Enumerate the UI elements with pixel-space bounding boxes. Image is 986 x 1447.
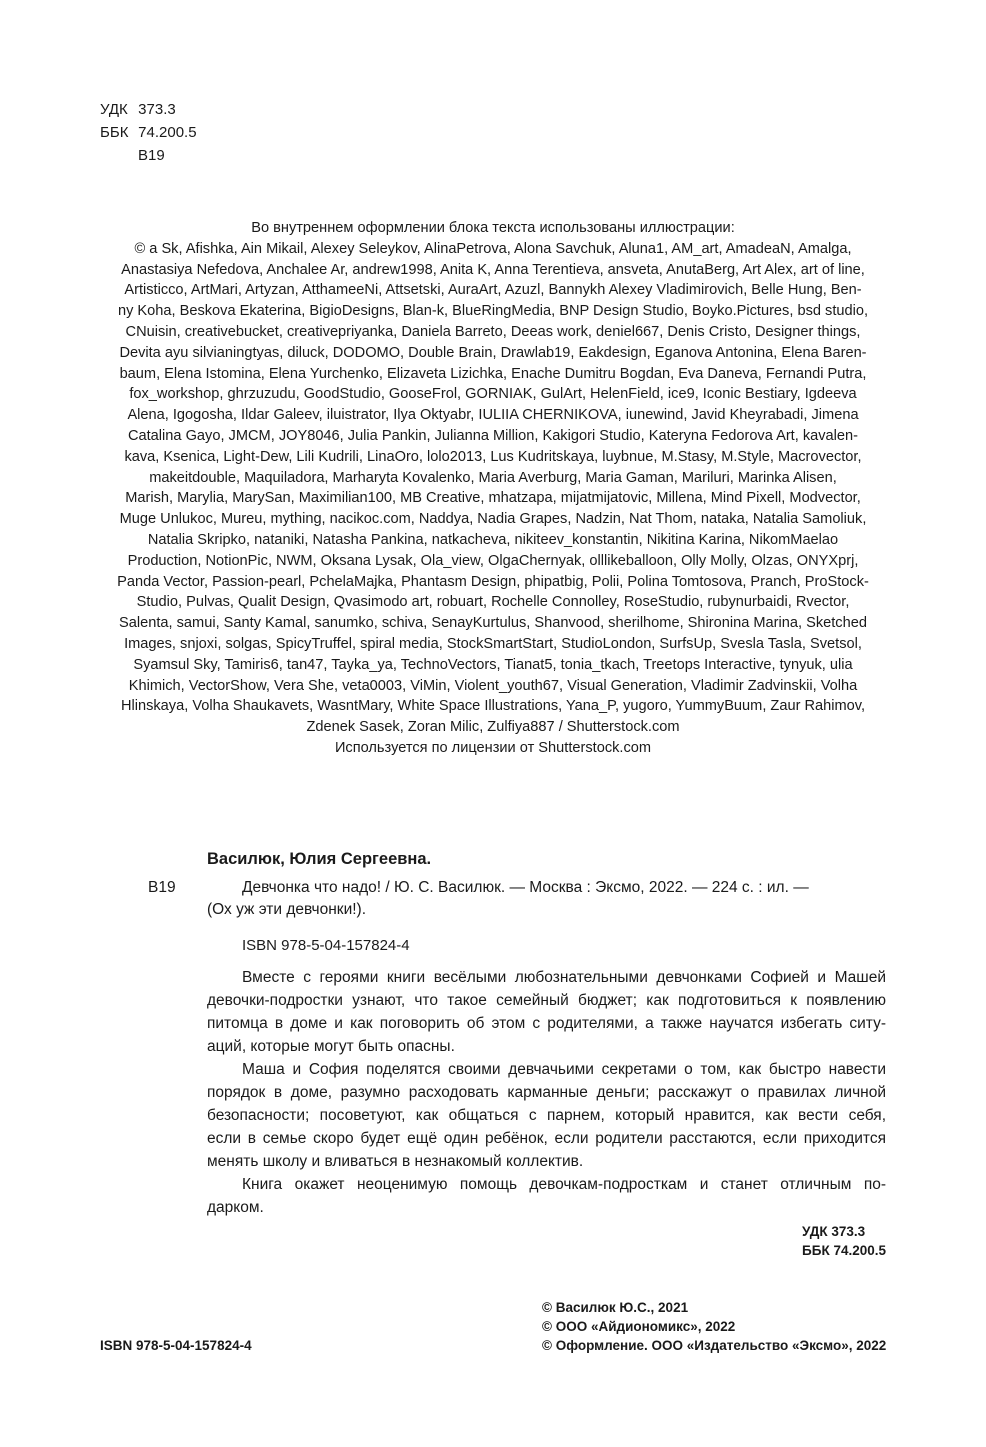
classification-footer [802, 1222, 886, 1260]
annotation-line: Книга окажет неоценимую помощь девочкам-подросткам и станет отличным по- [242, 1176, 886, 1193]
illustrations-line: Anastasiya Nefedova, Anchalee Ar, andrew1998, Anita K, Anna Terentieva, ansveta, AnutaBerg, Art Alex, art of line, [121, 261, 865, 278]
illustrations-line: Во внутреннем оформлении блока текста использованы иллюстрации: [251, 220, 735, 236]
record-title: Девчонка что надо! / Ю. С. Василюк. — Москва : Эксмо, 2022. — 224 с. : ил. — [242, 879, 809, 896]
annotation-line: Вместе с героями книги весёлыми любознательными девчонками Софией и Машей [242, 969, 886, 986]
copyright-block [542, 1298, 886, 1355]
udk-footer: УДК 373.3 [802, 1224, 866, 1239]
record-series: (Ох уж эти девчонки!). [207, 901, 367, 918]
annotation-line: Маша и София поделятся своими девчачьими секретами о том, как быстро навести [242, 1061, 886, 1078]
udk-value: 373.3 [138, 101, 176, 118]
annotation-line: если в семье скоро будет ещё один ребёнок, если родители расстаются, если приходится [207, 1130, 886, 1147]
copyright-line: © Василюк Ю.С., 2021 [542, 1300, 689, 1315]
illustrations-line: makeitdouble, Maquiladora, Marharyta Kovalenko, Maria Averburg, Maria Gaman, Mariluri, Marinka Alisen, [149, 469, 837, 486]
bbk-value: 74.200.5 [138, 124, 197, 141]
udk-label: УДК [100, 101, 128, 118]
license-line: Используется по лицензии от Shutterstock.com [334, 739, 652, 756]
annotation-line: безопасности; посоветуют, как общаться с парнем, который нравится, как вести себя, [207, 1107, 886, 1124]
annotation-line: аций, которые могут быть опасны. [207, 1038, 455, 1055]
illustrations-line: baum, Elena Istomina, Elena Yurchenko, Elizaveta Lizichka, Enache Dumitru Bogdan, Eva Daneva, Fernandi Putra, [119, 365, 867, 382]
copyright-line: © Оформление. ООО «Издательство «Эксмо», 2022 [542, 1338, 887, 1353]
annotation-line: питомца в доме и как поговорить об этом с родителями, а также научатся избегать ситу- [207, 1015, 886, 1032]
illustrations-line: Alena, Igogosha, Ildar Galeev, iluistrator, Ilya Oktyabr, IULIIA CHERNIKOVA, iunewind, Javid Kheyrabadi, Jimena [127, 407, 859, 424]
illustrations-line: CNuisin, creativebucket, creativepriyanka, Daniela Barreto, Deeas work, deniel667, Denis Cristo, Designer things, [125, 323, 861, 340]
bbk-row [100, 121, 197, 144]
annotation-line: менять школу и вливаться в незнакомый коллектив. [207, 1153, 584, 1170]
udk-row [100, 98, 197, 121]
illustrations-line: kava, Ksenica, Light-Dew, Lili Kudrili, LinaOro, lolo2013, Lus Kudritskaya, luybnue, M.Stasy, M.Style, Macrovector, [124, 448, 862, 465]
illustrations-line: Panda Vector, Passion-pearl, PchelaMajka, Phantasm Design, phipatbig, Polii, Polina Tomtosova, Pranch, ProStock- [117, 573, 869, 590]
illustrations-line: © a Sk, Afishka, Ain Mikail, Alexey Seleykov, AlinaPetrova, Alona Savchuk, Aluna1, AM_art, AmadeaN, Amalga, [134, 240, 852, 257]
record-author-mark: В19 [148, 879, 176, 896]
isbn-footer: ISBN 978-5-04-157824-4 [100, 1338, 252, 1353]
bbk-footer: ББК 74.200.5 [802, 1243, 886, 1258]
record-isbn: ISBN 978-5-04-157824-4 [242, 937, 410, 954]
author-mark: В19 [138, 147, 165, 164]
copyright-line: © ООО «Айдиономикс», 2022 [542, 1319, 736, 1334]
illustrations-line: Muge Unlukoc, Mureu, mything, nacikoc.com, Naddya, Nadia Grapes, Nadzin, Nat Thom, nataka, Natalia Samoliuk, [119, 511, 867, 528]
illustrations-line: Syamsul Sky, Tamiris6, tan47, Tayka_ya, TechnoVectors, Tianat5, tonia_tkach, Treetops Interactive, tynyuk, ulia [133, 656, 853, 673]
annotation-line: девочки-подростки узнают, что такое семейный бюджет; как подготовиться к появлению [207, 992, 886, 1009]
illustrations-line: Catalina Gayo, JMCM, JOY8046, Julia Pankin, Julianna Million, Kakigori Studio, Kateryna Fedorova Art, kavalen- [127, 427, 859, 444]
classification-header [100, 98, 197, 167]
illustrations-line: Khimich, VectorShow, Vera She, veta0003, ViMin, Violent_youth67, Visual Generation, Vladimir Zadvinskii, Volha [128, 677, 858, 694]
bbk-label: ББК [100, 124, 129, 141]
annotation [207, 966, 886, 1219]
illustrations-line: Devita ayu silvianingtyas, diluck, DODOMO, Double Brain, Drawlab19, Eakdesign, Eganova Antonina, Elena Baren- [119, 344, 867, 361]
illustrations-line: Hlinskaya, Volha Shaukavets, WasntMary, White Space Illustrations, Yana_P, yugoro, YummyBuum, Zaur Rahimov, [120, 698, 866, 715]
illustrations-line: Salenta, samui, Santy Kamal, sanumko, schiva, SenayKurtulus, Shanvood, sherilhome, Shironina Marina, Sketched [119, 615, 867, 632]
illustrations-line: Marish, Marylia, MarySan, Maximilian100, MB Creative, mhatzapa, mijatmijatovic, Millena, Mind Pixell, Modvector, [125, 490, 861, 507]
illustrations-line: fox_workshop, ghrzuzudu, GoodStudio, GooseFrol, GORNIAK, GulArt, HelenField, ice9, Iconic Bestiary, Igdeeva [129, 386, 857, 403]
illustrations-line: Artisticco, ArtMari, Artyzan, AtthameeNi, Attsetski, AuraArt, Azuzl, Bannykh Alexey Vladimirovich, Belle Hung, Ben- [124, 282, 862, 299]
illustrations-credits [100, 218, 886, 759]
illustrations-line: Natalia Skripko, nataniki, Natasha Pankina, natkacheva, nikiteev_konstantin, Nikitina Karina, NikomMaelao [147, 531, 839, 548]
annotation-line: дарком. [207, 1199, 264, 1216]
annotation-line: порядок в доме, разумно расходовать карманные деньги; расскажут о правилах личной [207, 1084, 886, 1101]
illustrations-line: Studio, Pulvas, Qualit Design, Qvasimodo art, robuart, Rochelle Connolley, RoseStudio, rubynurbaidi, Rvector, [136, 594, 850, 611]
illustrations-line: Images, snjoxi, solgas, SpicyTruffel, spiral media, StockSmartStart, StudioLondon, SurfsUp, Svesla Tasla, Svetsol, [124, 635, 862, 652]
illustrations-line: ny Koha, Beskova Ekaterina, BigioDesigns, Blan-k, BlueRingMedia, BNP Design Studio, Boyko.Pictures, bsd studio, [117, 303, 869, 320]
illustrations-line: Zdenek Sasek, Zoran Milic, Zulfiya887 / Shutterstock.com [306, 719, 680, 736]
record-author: Василюк, Юлия Сергеевна. [207, 850, 432, 868]
illustrations-line: Production, NotionPic, NWM, Oksana Lysak, Ola_view, OlgaChernyak, olllikeballoon, Olly Molly, Olzas, ONYXprj, [127, 552, 859, 569]
